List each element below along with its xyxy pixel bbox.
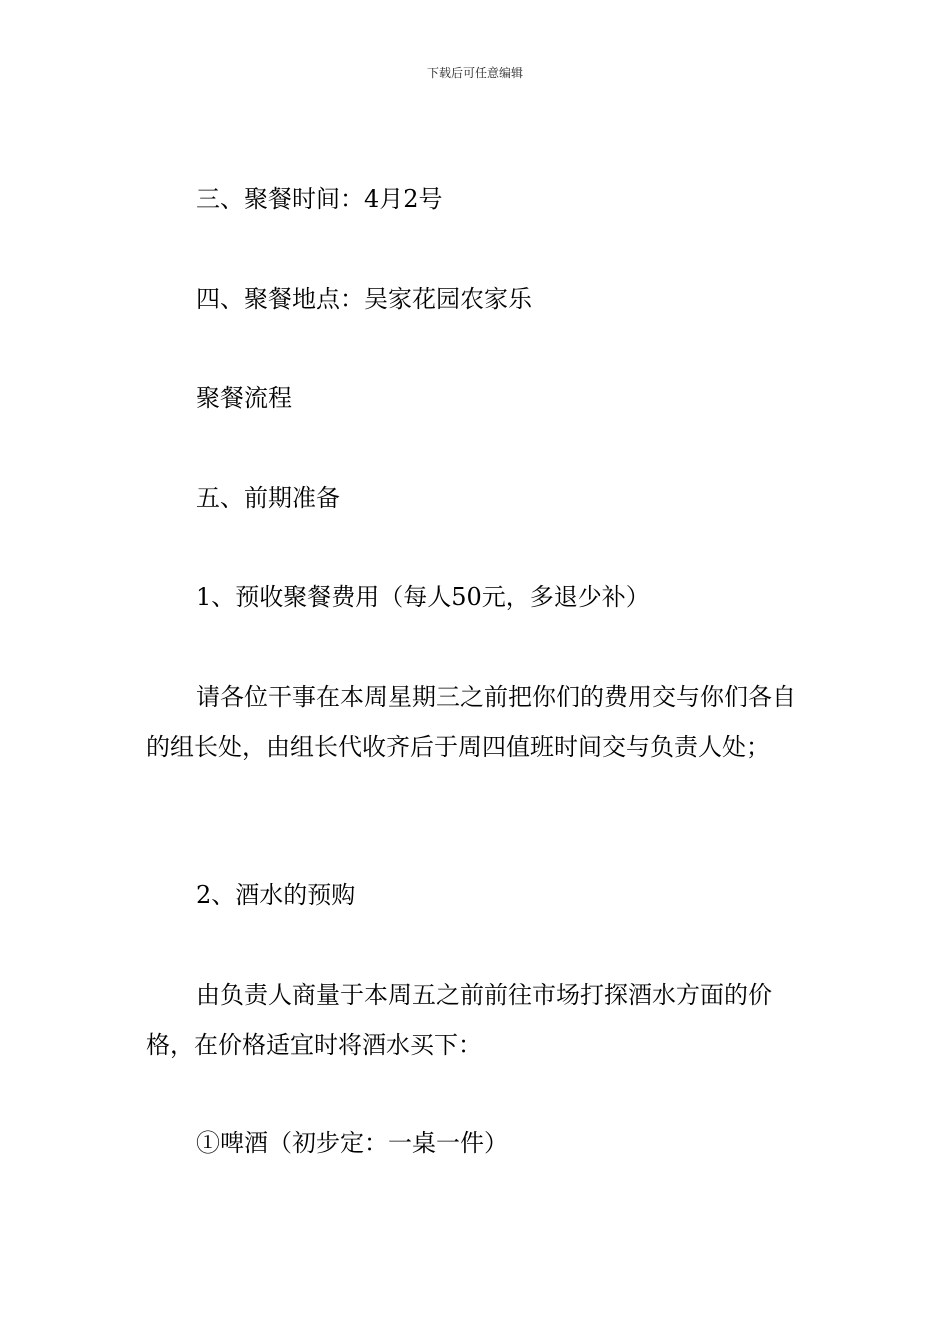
meal-location: 四、聚餐地点：吴家花园农家乐	[196, 285, 532, 313]
item-prepay-fee: 1、预收聚餐费用（每人50元，多退少补）	[196, 583, 650, 611]
section-meal-process: 聚餐流程	[196, 384, 292, 412]
page-header: 下载后可任意编辑	[426, 66, 523, 80]
meal-time: 三、聚餐时间：4月2号	[196, 185, 443, 213]
fee-instructions: 请各位干事在本周星期三之前把你们的费用交与你们各自的组长处，由组长代收齐后于周四值班时间交与负责人处；	[146, 683, 796, 761]
item-beer: ①啤酒（初步定：一桌一件）	[196, 1129, 508, 1157]
drinks-instructions: 由负责人商量于本周五之前前往市场打探酒水方面的价格，在价格适宜时将酒水买下：	[146, 981, 772, 1059]
section-preparation: 五、前期准备	[196, 484, 340, 512]
item-drinks-prepurchase: 2、酒水的预购	[196, 881, 356, 909]
